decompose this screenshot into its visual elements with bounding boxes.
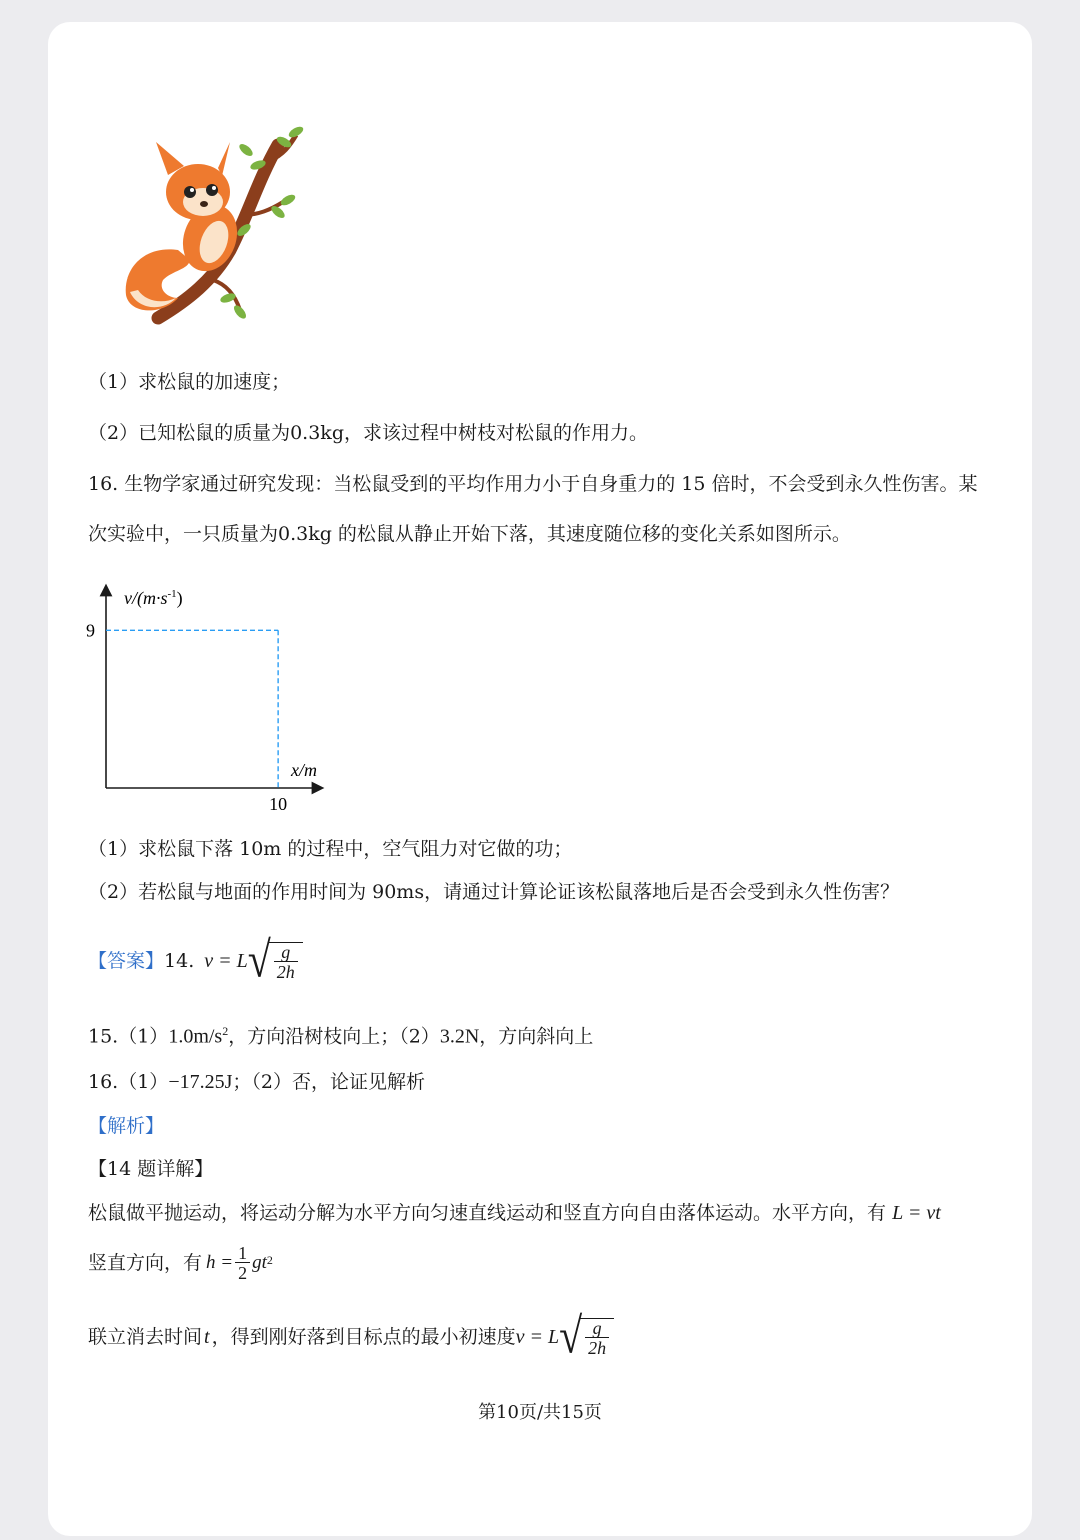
- q16-part-1: （1）求松鼠下落 10m 的过程中，空气阻力对它做的功；: [88, 838, 573, 860]
- q15-part-2: （2）已知松鼠的质量为0.3kg，求该过程中树枝对松鼠的作用力。: [88, 422, 648, 444]
- analysis-line-1: 松鼠做平抛运动，将运动分解为水平方向匀速直线运动和竖直方向自由落体运动。水平方向，有 L = vt: [88, 1202, 941, 1224]
- q16-text-line-1: 16. 生物学家通过研究发现：当松鼠受到的平均作用力小于自身重力的 15 倍时，不会受到永久性伤害。某: [88, 473, 978, 495]
- answer-14-sqrt: √ $\frac{g}{2h}$: [248, 940, 303, 982]
- y-tick-label: 9: [86, 620, 95, 641]
- squirrel-illustration: [118, 120, 308, 325]
- answer-14-formula: v = L: [204, 950, 248, 972]
- x-tick-label: 10: [269, 794, 288, 814]
- q15-part-1: （1）求松鼠的加速度；: [88, 371, 291, 393]
- analysis-subtitle: 【14 题详解】: [88, 1158, 214, 1180]
- velocity-displacement-chart: [78, 580, 338, 820]
- analysis-tag: 【解析】: [88, 1115, 165, 1137]
- page-footer: 第10页/共15页: [478, 1402, 602, 1423]
- answer-line-16: 16.（1）−17.25J；（2）否，论证见解析: [88, 1071, 425, 1093]
- answer-line-15: $15.(1)1.0m/s^2$，方向沿树枝向上；（2）3.2N，方向斜向上: [88, 1024, 594, 1048]
- answer-tag: 【答案】: [88, 950, 165, 972]
- q16-part-2: （2）若松鼠与地面的作用时间为 90ms，请通过计算论证该松鼠落地后是否会受到永久性伤害？: [88, 881, 900, 903]
- analysis-line-3: 联立消去时间 t ，得到刚好落到目标点的最小初速度 v = L √ $\frac{g}{2h}$: [88, 1308, 614, 1366]
- answer-14-number: 14.: [164, 950, 195, 972]
- x-axis-label: x/m: [291, 760, 317, 780]
- analysis-line-2: 竖直方向，有 h = $\frac{1}{2}$ gt 2: [88, 1243, 273, 1283]
- answer-line-14: [88, 933, 303, 989]
- q16-text-line-2: 次实验中，一只质量为0.3kg 的松鼠从静止开始下落，其速度随位移的变化关系如图所示。: [88, 523, 851, 545]
- y-axis-label: $v/(m\cdot s^{-1})$: [124, 588, 183, 608]
